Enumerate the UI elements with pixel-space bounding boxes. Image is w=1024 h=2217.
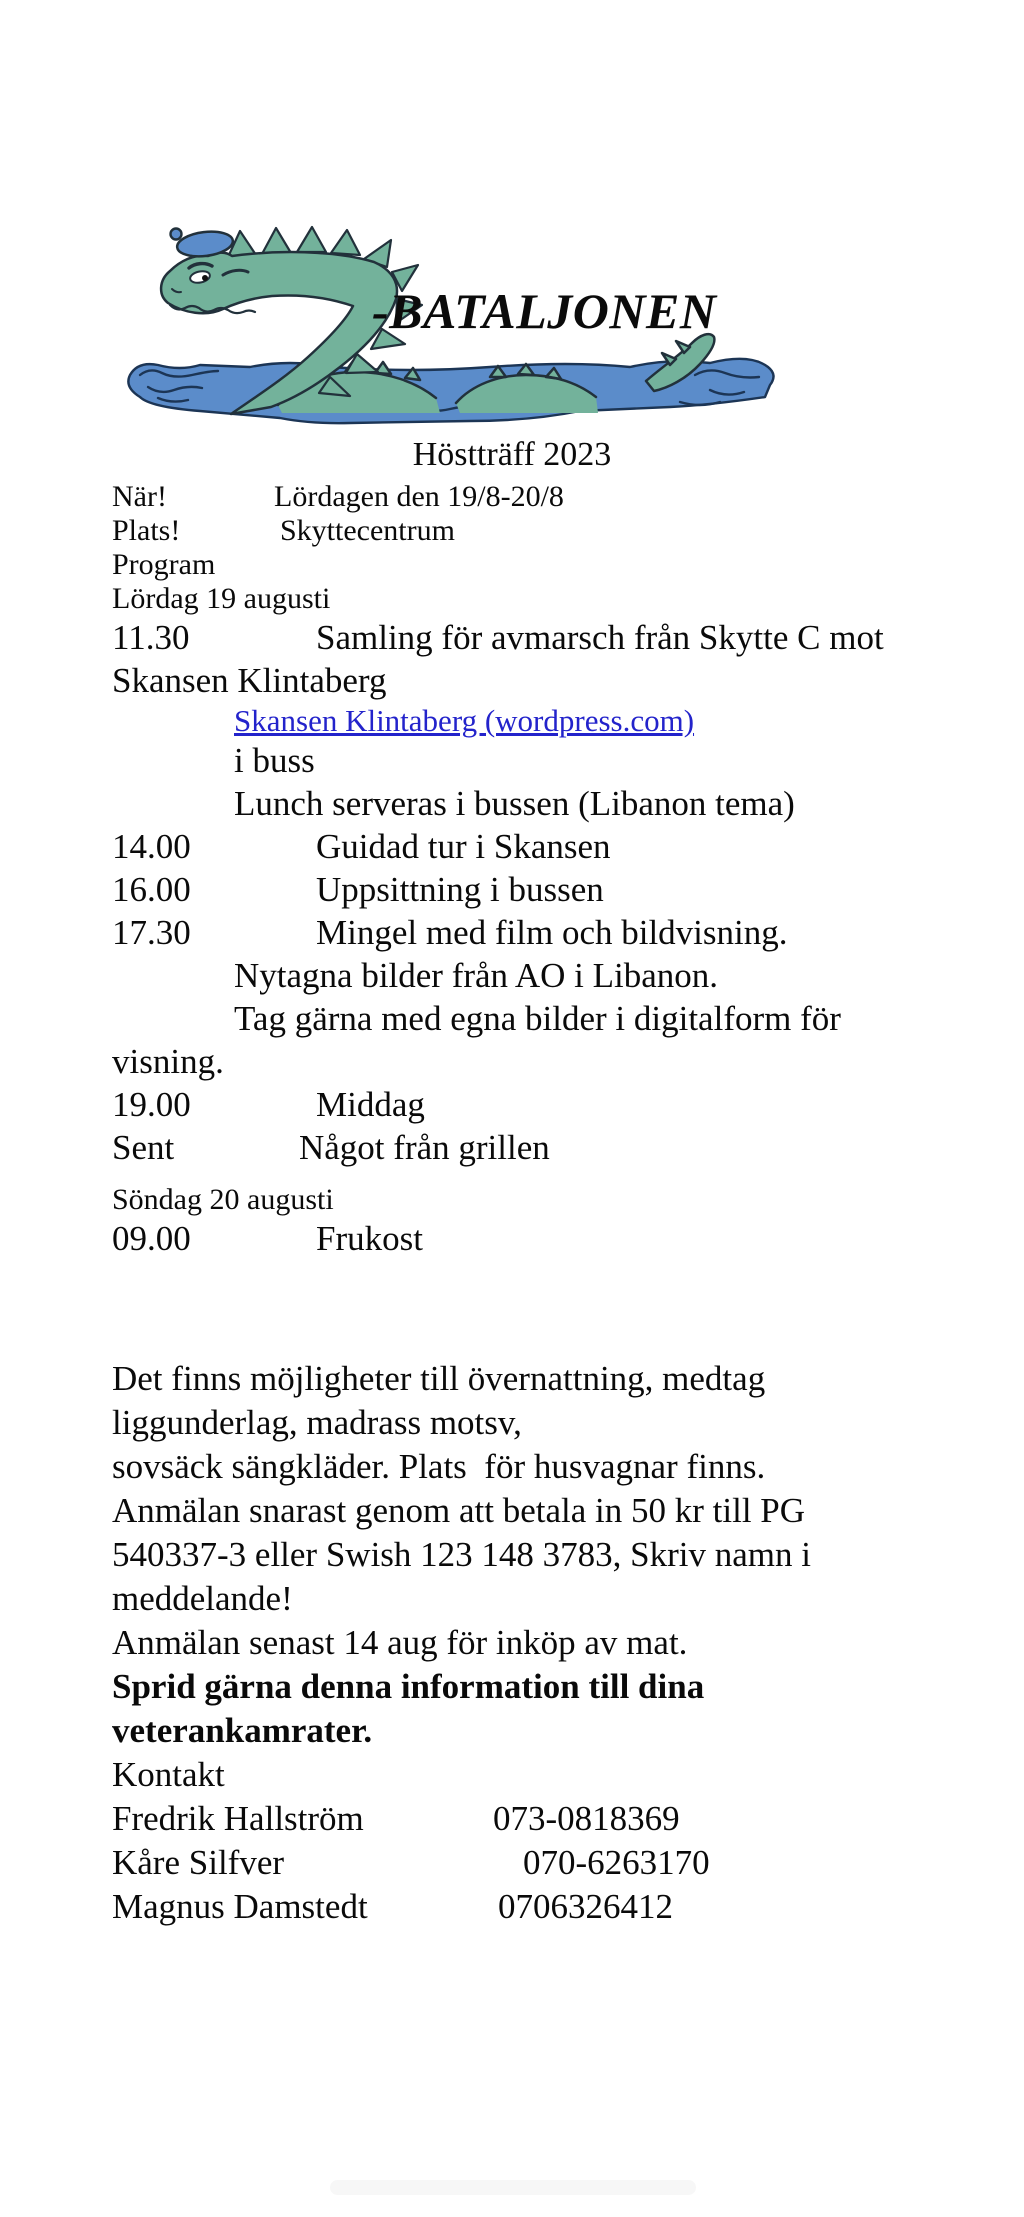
info-line: 540337-3 eller Swish 123 148 3783, Skriv namn i [112, 1535, 811, 1574]
schedule-row-1400 [112, 825, 1024, 868]
when-label: När! [112, 480, 167, 513]
info-line: liggunderlag, madrass motsv, [112, 1403, 522, 1442]
where-row [112, 514, 1024, 548]
contact-phone: 070-6263170 [523, 1843, 710, 1882]
pupil [202, 275, 208, 281]
schedule-time: 11.30 [112, 618, 190, 657]
schedule-row-sent [112, 1126, 1024, 1169]
bus-note: i buss [234, 741, 315, 780]
info-line: Anmälan senast 14 aug för inköp av mat. [112, 1623, 688, 1662]
schedule-time: 19.00 [112, 1085, 191, 1124]
schedule-time: 09.00 [112, 1219, 191, 1258]
info-line: meddelande! [112, 1579, 293, 1618]
schedule-row-1600 [112, 868, 1024, 911]
schedule-row-1130-wrap: Skansen Klintaberg [112, 661, 387, 700]
skansen-klintaberg-link[interactable]: Skansen Klintaberg (wordpress.com) [234, 703, 695, 738]
sunday-heading: Söndag 20 augusti [112, 1183, 334, 1216]
contact-name: Magnus Damstedt [112, 1887, 368, 1926]
page-title: Höstträff 2023 [412, 436, 612, 473]
lunch-note: Lunch serveras i bussen (Libanon tema) [234, 784, 795, 823]
contact-phone: 0706326412 [498, 1887, 673, 1926]
photos-note-2: Tag gärna med egna bilder i digitalform för [234, 999, 841, 1038]
schedule-text: Mingel med film och bildvisning. [316, 913, 788, 952]
contact-row [112, 1841, 811, 1885]
photos-note-1: Nytagna bilder från AO i Libanon. [234, 956, 719, 995]
when-value: Lördagen den 19/8-20/8 [274, 480, 564, 513]
schedule-row-0900 [112, 1217, 1024, 1260]
program-heading: Program [112, 548, 216, 581]
contact-heading: Kontakt [112, 1755, 225, 1794]
schedule-time: 16.00 [112, 870, 191, 909]
link-row [112, 702, 1024, 739]
saturday-heading: Lördag 19 augusti [112, 582, 331, 615]
schedule-time: Sent [112, 1128, 175, 1167]
bold-note-line: Sprid gärna denna information till dina [112, 1667, 705, 1706]
schedule-row-1730 [112, 911, 1024, 954]
contact-row [112, 1797, 811, 1841]
schedule-text: Guidad tur i Skansen [316, 827, 611, 866]
schedule-text: Middag [316, 1085, 425, 1124]
contact-phone: 073-0818369 [493, 1799, 680, 1838]
schedule-text: Frukost [316, 1219, 423, 1258]
bold-note-line: veterankamrater. [112, 1711, 373, 1750]
contact-name: Kåre Silfver [112, 1843, 285, 1882]
schedule-text: Samling för avmarsch från Skytte C mot [316, 618, 884, 657]
schedule-row-1900 [112, 1083, 1024, 1126]
battalion-wordmark: -BATALJONEN [372, 283, 717, 339]
schedule-time: 14.00 [112, 827, 191, 866]
schedule-text: Uppsittning i bussen [316, 870, 604, 909]
when-row [112, 480, 1024, 514]
where-label: Plats! [112, 514, 181, 547]
info-line: sovsäck sängkläder. Plats för husvagnar finns. [112, 1447, 766, 1486]
schedule-time: 17.30 [112, 913, 191, 952]
info-line: Anmälan snarast genom att betala in 50 kr till PG [112, 1491, 806, 1530]
info-section [112, 1357, 811, 1929]
info-line: Det finns möjligheter till övernattning, medtag [112, 1359, 766, 1398]
program-section [112, 430, 1024, 1260]
schedule-text: Något från grillen [299, 1128, 550, 1167]
where-value: Skyttecentrum [280, 514, 455, 547]
schedule-row-1130 [112, 616, 1024, 659]
logo-svg [110, 225, 790, 425]
z-bataljonen-logo [110, 225, 790, 425]
home-indicator[interactable] [330, 2180, 696, 2195]
contact-row [112, 1885, 811, 1929]
photos-note-2-wrap: visning. [112, 1042, 224, 1081]
contact-name: Fredrik Hallström [112, 1799, 364, 1838]
